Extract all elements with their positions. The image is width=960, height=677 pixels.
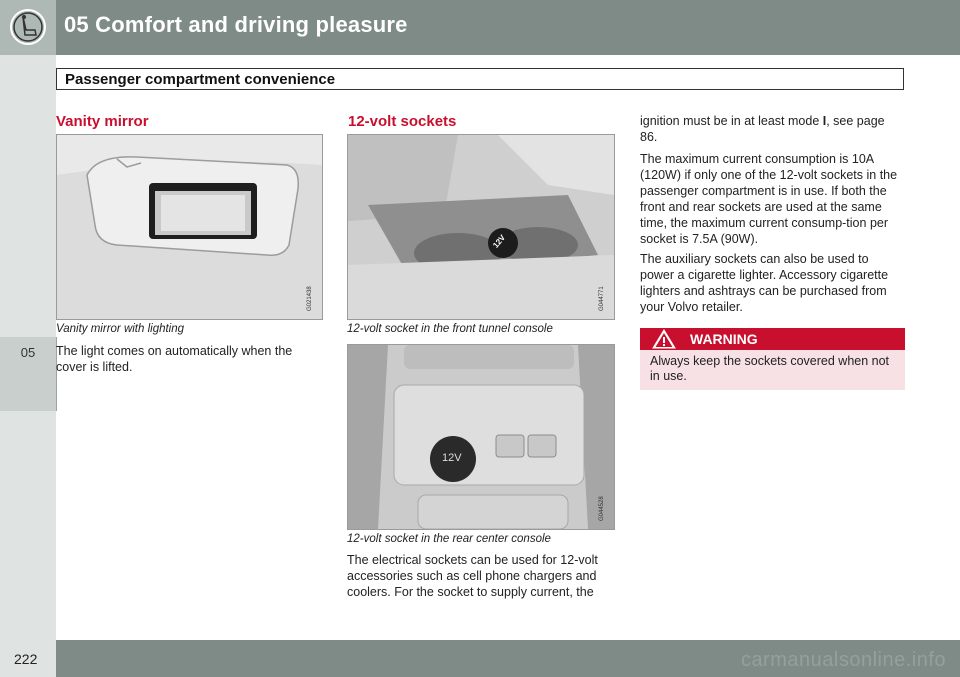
sockets-text-2-pre: ignition must be in at least mode (640, 114, 823, 128)
warning-triangle-icon (652, 329, 676, 349)
rear-socket-caption: 12-volt socket in the rear center console (347, 533, 551, 545)
front-console-illustration (348, 135, 614, 319)
warning-box (640, 328, 905, 390)
chapter-header (0, 0, 960, 55)
page-footer (0, 640, 960, 677)
front-socket-figure (347, 134, 615, 320)
sockets-heading: 12-volt sockets (348, 113, 457, 130)
vanity-figure-code: G021438 (307, 286, 313, 311)
vanity-mirror-illustration (57, 135, 322, 319)
warning-title: WARNING (690, 331, 758, 347)
vanity-mirror-figure (56, 134, 323, 320)
chapter-sidebar (0, 55, 56, 640)
watermark: carmanualsonline.info (740, 649, 946, 671)
vanity-mirror-caption: Vanity mirror with lighting (56, 323, 185, 335)
chapter-icon-box (0, 0, 56, 55)
front-socket-caption: 12-volt socket in the front tunnel console (347, 323, 553, 335)
chapter-title: 05 Comfort and driving pleasure (64, 12, 408, 37)
vanity-mirror-text: The light comes on automatically when the cover is lifted. (56, 344, 293, 374)
rear-console-illustration (348, 345, 614, 529)
section-title-bar (56, 68, 904, 90)
rear-socket-figure (347, 344, 615, 530)
rear-socket-figure-code: G044528 (599, 496, 605, 521)
front-socket-label: 12V (491, 233, 508, 250)
page-number: 222 (14, 651, 38, 667)
seat-icon (9, 8, 47, 46)
chapter-tab[interactable] (0, 337, 57, 411)
warning-body (640, 350, 905, 390)
page-number-box (0, 640, 56, 677)
chapter-tab-label: 05 (20, 345, 36, 360)
sockets-text-2-post: , see page 86. (640, 114, 885, 144)
rear-socket-label: 12V (442, 452, 462, 464)
front-socket-figure-code: G044771 (599, 286, 605, 311)
sockets-text-1: The electrical sockets can be used for 12-volt accessories such as cell phone chargers and coolers. For the socket to supply current, the (347, 553, 598, 599)
vanity-mirror-heading: Vanity mirror (56, 113, 149, 130)
section-title: Passenger compartment convenience (65, 71, 336, 88)
sockets-text-4: The auxiliary sockets can also be used to power a cigarette lighter. Accessory cigarette lighters and ashtrays can be purchased from your Volvo retailer. (640, 252, 889, 314)
ignition-mode: I (822, 114, 827, 128)
sockets-text-2 (640, 113, 902, 145)
sockets-text-3: The maximum current consumption is 10A (120W) if only one of the 12-volt sockets in the passenger compartment is in use. If both the front and rear sockets are used at the same time, the maximum current consump-tion per socket is 7.5A (90W). (640, 152, 898, 246)
warning-header (640, 328, 905, 350)
warning-text: Always keep the sockets covered when not in use. (650, 354, 890, 383)
